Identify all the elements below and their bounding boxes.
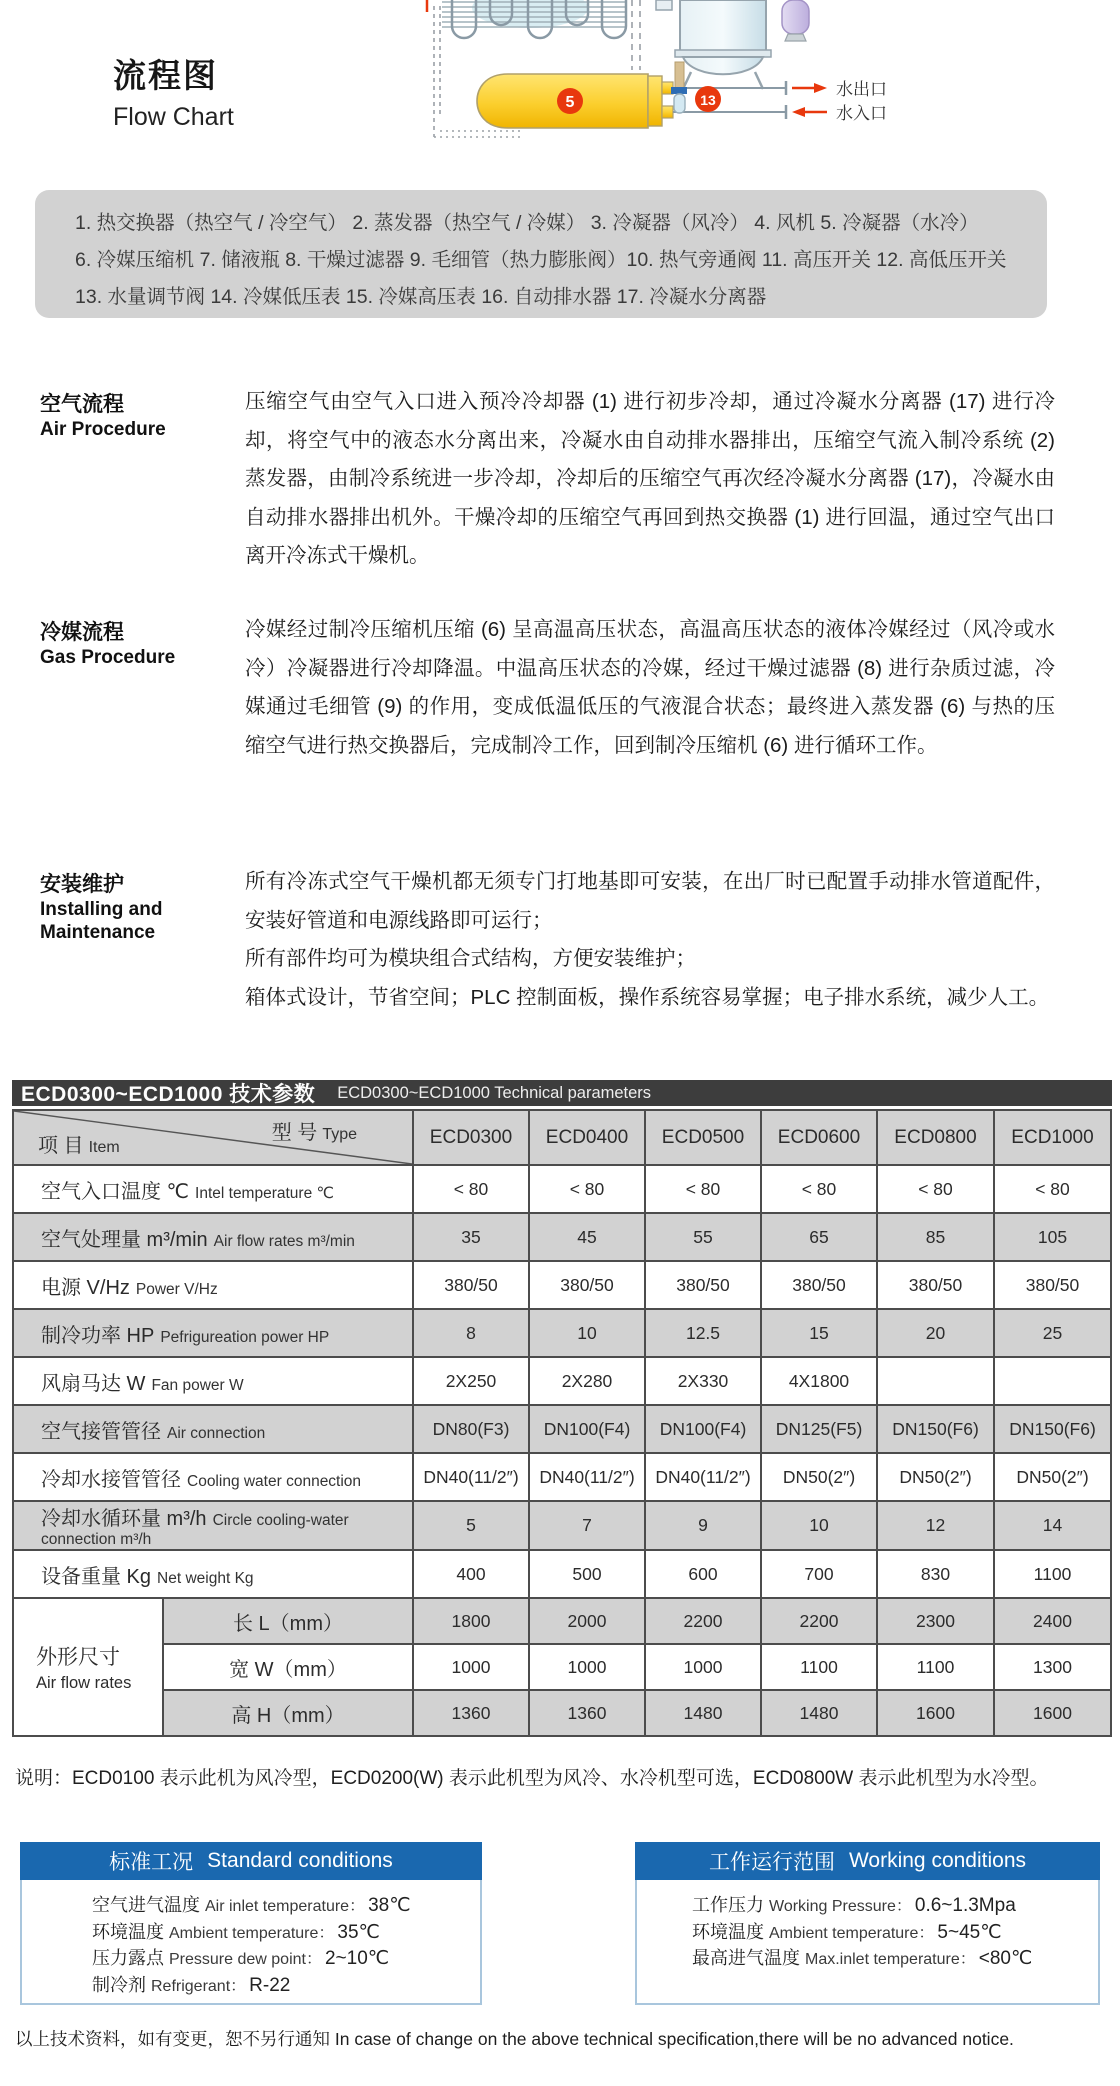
spec-value: DN125(F5) [761,1405,877,1453]
working-conditions-title-en: Working conditions [848,1849,1027,1872]
row-fan-power [13,1357,1111,1405]
install-paragraph-2: 所有部件均可为模块组合式结构，方便安装维护； [245,947,696,970]
spec-value: 15 [761,1309,877,1357]
component-legend [35,190,1047,318]
table-footnote: 说明：ECD0100 表示此机为风冷型，ECD0200(W) 表示此机型为风冷、水冷机型可选，ECD0800W 表示此机型为水冷型。 [15,1768,1049,1789]
spec-value: DN40(11/2″) [529,1453,645,1501]
disclaimer-note: 以上技术资料，如有变更，恕不另行通知 In case of change on the above technical specification,there will be no advanced notice. [15,2029,1014,2049]
gas-procedure-title-cn: 冷媒流程 [40,621,124,644]
standard-conditions-body [20,1880,482,2005]
spec-value: 1600 [877,1690,994,1736]
row-label-cn: 制冷功率 HP [41,1324,155,1347]
condition-en: Ambient temperature： [769,1924,935,1942]
spec-value: 1100 [877,1644,994,1690]
row-label [13,1213,413,1261]
spec-value: DN150(F6) [994,1405,1111,1453]
condition-value: 5~45℃ [937,1921,1002,1943]
row-label-en: Circle cooling-water connection m³/h [41,1512,349,1548]
spec-value: 4X1800 [761,1357,877,1405]
row-label [13,1261,413,1309]
condition-cn: 环境温度 [692,1921,764,1942]
condition-en: Working Pressure： [769,1898,912,1915]
condition-line [692,1920,1098,1947]
standard-conditions-title-cn: 标准工况 [109,1851,194,1874]
model-header-ecd0400: ECD0400 [529,1110,645,1165]
condition-cn: 制冷剂 [92,1974,146,1995]
row-dim-length [13,1598,1111,1644]
model-header-ecd0600: ECD0600 [761,1110,877,1165]
row-label [13,1453,413,1501]
gas-procedure-body: 冷媒经过制冷压缩机压缩 (6) 呈高温高压状态，高温高压状态的液体冷媒经过（风冷或水冷）冷凝器进行冷却降温。中温高压状态的冷媒，经过干燥过滤器 (8) 进行杂质过滤，冷媒通过毛细管 (9) 的作用，变成低温低压的气液混合状态；最终进入蒸发器 (6) 与热的压缩空气进行热交换器后，完成制冷工作，回到制冷压缩机 (6) 进行循环工作。 [245,618,1055,757]
spec-value: 1300 [994,1644,1111,1690]
corner-type-en: Type [322,1126,357,1143]
row-power [13,1261,1111,1309]
spec-table [12,1109,1112,1737]
spec-value: 45 [529,1213,645,1261]
working-conditions-title-cn: 工作运行范围 [708,1851,835,1874]
condition-cn: 最高进气温度 [692,1948,800,1968]
condition-cn: 工作压力 [692,1895,764,1915]
working-conditions-box [635,1842,1100,2005]
spec-value: < 80 [877,1165,994,1213]
condition-value: <80℃ [978,1948,1033,1969]
air-procedure-label [40,388,240,441]
spec-value: 1100 [761,1644,877,1690]
spec-value: DN50(2″) [877,1453,994,1501]
row-label-cn: 空气入口温度 ℃ [41,1180,190,1203]
spec-value: 380/50 [529,1261,645,1309]
table-title-en: ECD0300~ECD1000 Technical parameters [337,1083,652,1102]
condition-en: Max.inlet temperature： [805,1951,976,1968]
condition-line [692,1946,1098,1973]
working-conditions-header [635,1842,1100,1880]
condition-en: Refrigerant： [151,1977,247,1995]
dim-length-label: 长 L（mm） [163,1598,413,1644]
legend-line-1: 1. 热交换器（热空气 / 冷空气） 2. 蒸发器（热空气 / 冷媒） 3. 冷凝器（风冷） 4. 风机 5. 冷凝器（水冷） [75,212,979,234]
row-label [13,1357,413,1405]
spec-value [994,1357,1111,1405]
condition-line [692,1893,1098,1920]
row-label-cn: 冷却水接管管径 [41,1468,181,1491]
spec-value: 1000 [529,1644,645,1690]
install-maintenance-label [40,868,240,944]
spec-value: 2300 [877,1598,994,1644]
legend-line-3: 13. 水量调节阀 14. 冷媒低压表 15. 冷媒高压表 16. 自动排水器 17. 冷凝水分离器 [75,286,767,308]
spec-value: 1480 [761,1690,877,1736]
model-header-ecd0500: ECD0500 [645,1110,761,1165]
condition-en: Pressure dew point： [169,1951,322,1968]
condition-cn: 压力露点 [92,1948,164,1968]
install-title-en-1: Installing and [40,899,163,920]
dim-width-label: 宽 W（mm） [163,1644,413,1690]
condition-line [92,1973,480,2000]
technical-parameters-section [12,1080,1112,1737]
model-header-ecd0300: ECD0300 [413,1110,529,1165]
corner-type-label [272,1116,357,1145]
install-paragraph-3: 箱体式设计，节省空间；PLC 控制面板，操作系统容易掌握；电子排水系统，减少人工。 [245,985,1050,1009]
spec-value: DN40(11/2″) [645,1453,761,1501]
spec-value: DN50(2″) [994,1453,1111,1501]
standard-conditions-header [20,1842,482,1880]
spec-value: 600 [645,1550,761,1598]
receiver-tank-shape [656,0,771,89]
spec-value: 55 [645,1213,761,1261]
corner-item-label [38,1129,120,1158]
row-label-en: Power V/Hz [135,1280,218,1298]
corner-item-cn: 项 目 [38,1135,84,1157]
spec-value: 380/50 [413,1261,529,1309]
working-conditions-body [635,1880,1100,2005]
install-maintenance-body [245,863,1055,1017]
condition-value: 0.6~1.3Mpa [914,1895,1016,1916]
spec-value: 2200 [645,1598,761,1644]
row-inlet-temp [13,1165,1111,1213]
row-label-en: Intel temperature ℃ [195,1184,334,1202]
spec-value: DN150(F6) [877,1405,994,1453]
spec-value: 2000 [529,1598,645,1644]
row-label-cn: 设备重量 Kg [41,1565,152,1588]
spec-value: 1100 [994,1550,1111,1598]
row-refrig-power [13,1309,1111,1357]
corner-type-cn: 型 号 [271,1122,318,1144]
spec-value: 9 [645,1501,761,1550]
model-header-ecd1000: ECD1000 [994,1110,1111,1165]
water-out-label: 水出口 [836,80,887,99]
spec-value: 5 [413,1501,529,1550]
corner-item-en: Item [88,1139,120,1156]
spec-value: 1000 [413,1644,529,1690]
spec-value: 1800 [413,1598,529,1644]
spec-value: 380/50 [877,1261,994,1309]
spec-value: 25 [994,1309,1111,1357]
spec-value: DN40(11/2″) [413,1453,529,1501]
row-label [13,1550,413,1598]
spec-value: 1480 [645,1690,761,1736]
water-valve-shape [671,62,687,113]
row-label-cn: 空气处理量 m³/min [41,1228,208,1251]
gas-procedure-title-en: Gas Procedure [40,647,176,668]
spec-value: 1360 [413,1690,529,1736]
row-label-en: Net weight Kg [157,1569,254,1587]
tag-13-badge [695,86,721,112]
condition-line [92,1946,480,1973]
row-label-cn: 电源 V/Hz [41,1276,130,1299]
condition-value: 35℃ [337,1921,380,1943]
spec-value: DN80(F3) [413,1405,529,1453]
row-label-en: Air flow rates m³/min [213,1232,355,1250]
spec-value: DN100(F4) [529,1405,645,1453]
spec-value: 12 [877,1501,994,1550]
spec-value: 1000 [645,1644,761,1690]
spec-value: 65 [761,1213,877,1261]
spec-value: < 80 [645,1165,761,1213]
row-net-weight [13,1550,1111,1598]
spec-value: 20 [877,1309,994,1357]
spec-value: 12.5 [645,1309,761,1357]
tag-5-number: 5 [565,94,575,111]
dimensions-label-cn: 外形尺寸 [36,1646,120,1669]
row-air-connection [13,1405,1111,1453]
legend-line-2: 6. 冷媒压缩机 7. 储液瓶 8. 干燥过滤器 9. 毛细管（热力膨胀阀）10. 热气旁通阀 11. 高压开关 12. 高低压开关 [75,249,1007,271]
spec-value: < 80 [529,1165,645,1213]
condition-value: 38℃ [368,1895,411,1916]
spec-value: 500 [529,1550,645,1598]
spec-value: < 80 [994,1165,1111,1213]
condition-value: 2~10℃ [324,1948,390,1969]
flow-chart-diagram [380,0,1080,150]
dimensions-group-cell [13,1598,163,1736]
install-title-cn: 安装维护 [40,873,124,896]
spec-value: 10 [529,1309,645,1357]
table-title-bar [12,1080,1112,1106]
standard-conditions-box [20,1842,482,2005]
model-header-ecd0800: ECD0800 [877,1110,994,1165]
condition-en: Air inlet temperature： [205,1898,366,1915]
row-air-flow [13,1213,1111,1261]
flow-chart-title-cn: 流程图 [113,57,218,94]
tag-5-badge [557,88,583,114]
row-label [13,1309,413,1357]
install-title-en-2: Maintenance [40,922,156,943]
model-header-row [13,1110,1111,1165]
gas-procedure-label [40,616,240,669]
condition-cn: 环境温度 [92,1921,164,1942]
table-title-cn: ECD0300~ECD1000 技术参数 [21,1083,316,1106]
row-dim-width [13,1644,1111,1690]
spec-value: 380/50 [645,1261,761,1309]
dim-height-label: 高 H（mm） [163,1690,413,1736]
spec-value: 1600 [994,1690,1111,1736]
spec-value: 10 [761,1501,877,1550]
row-label-en: Fan power W [151,1376,244,1394]
spec-value: DN50(2″) [761,1453,877,1501]
air-procedure-title-en: Air Procedure [40,419,166,440]
spec-value: < 80 [413,1165,529,1213]
spec-value: 7 [529,1501,645,1550]
dimensions-label-en: Air flow rates [36,1674,132,1692]
row-label-en: Pefrigureation power HP [160,1328,330,1346]
spec-value: 8 [413,1309,529,1357]
spec-value: 2400 [994,1598,1111,1644]
spec-value: 35 [413,1213,529,1261]
water-in-arrow-icon [792,107,827,117]
condition-cn: 空气进气温度 [92,1895,200,1915]
spec-value: 380/50 [994,1261,1111,1309]
condition-line [92,1920,480,1947]
spec-value: 400 [413,1550,529,1598]
condition-en: Ambient temperature： [169,1924,335,1942]
row-label-cn: 风扇马达 W [41,1372,146,1395]
spec-value: 830 [877,1550,994,1598]
spec-value: 2200 [761,1598,877,1644]
spec-value: 105 [994,1213,1111,1261]
row-label [13,1165,413,1213]
spec-value: 14 [994,1501,1111,1550]
item-type-corner-cell [13,1110,413,1165]
spec-value: 2X330 [645,1357,761,1405]
flow-chart-title-en: Flow Chart [113,103,234,131]
spec-value: < 80 [761,1165,877,1213]
row-dim-height [13,1690,1111,1736]
spec-value: 2X280 [529,1357,645,1405]
row-label-cn: 空气接管管径 [41,1420,161,1443]
spec-value: DN100(F4) [645,1405,761,1453]
heat-exchanger-coil-shape [442,0,626,38]
tag-13-number: 13 [700,92,716,108]
spec-value: 2X250 [413,1357,529,1405]
water-pipes [673,81,786,119]
standard-conditions-title-en: Standard conditions [207,1849,393,1872]
lavender-cylinder-shape [782,0,809,41]
row-label-cn: 冷却水循环量 m³/h [41,1508,207,1530]
row-cooling-water-connection [13,1453,1111,1501]
spec-value: 380/50 [761,1261,877,1309]
air-procedure-title-cn: 空气流程 [40,393,124,416]
install-paragraph-1: 所有冷冻式空气干燥机都无须专门打地基即可安装，在出厂时已配置手动排水管道配件，安装好管道和电源线路即可运行； [245,870,1055,932]
water-in-label: 水入口 [836,104,887,123]
water-out-arrow-icon [792,83,827,93]
spec-value: 1360 [529,1690,645,1736]
spec-value [877,1357,994,1405]
row-label-en: Air connection [167,1424,266,1442]
spec-value: 85 [877,1213,994,1261]
spec-value: 700 [761,1550,877,1598]
condition-line [92,1893,480,1920]
row-cooling-water-circulation [13,1501,1111,1550]
flow-chart-title [113,50,234,132]
row-label-en: Cooling water connection [187,1472,362,1490]
air-procedure-body: 压缩空气由空气入口进入预冷冷却器 (1) 进行初步冷却，通过冷凝水分离器 (17) 进行冷却，将空气中的液态水分离出来，冷凝水由自动排水器排出，压缩空气流入制冷系统 (2) 蒸发器，由制冷系统进一步冷却，冷却后的压缩空气再次经冷凝水分离器 (17)，冷凝水由自动排水器排出机外。干燥冷却的压缩空气再回到热交换器 (1) 进行回温，通过空气出口离开冷冻式干燥机。 [245,390,1055,567]
row-label [13,1501,413,1550]
condition-value: R-22 [249,1974,291,1996]
row-label [13,1405,413,1453]
